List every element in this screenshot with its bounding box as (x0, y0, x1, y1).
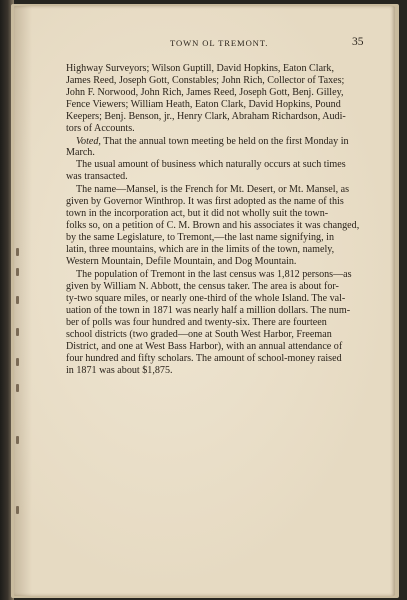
text-line: Western Mountain, Defile Mountain, and Dog Mountain. (66, 256, 297, 267)
text-line: The name—Mansel, is the French for Mt. Desert, or Mt. Mansel, as (76, 184, 350, 195)
text-line: four hundred and fifty scholars. The amount of school-money raised (66, 353, 342, 364)
text-line: given by Governor Winthrop. It was first adopted as the name of this (66, 196, 344, 207)
text-line: ty-two square miles, or nearly one-third of the whole Island. The val- (66, 293, 346, 304)
text-line: James Reed, Joseph Gott, Constables; John Rich, Collector of Taxes; (66, 75, 345, 86)
text-line: District, and one at West Bass Harbor), with an annual attendance of (66, 341, 343, 352)
text-line: The population of Tremont in the last census was 1,812 persons—as (76, 269, 352, 280)
page-edge-mark (16, 436, 19, 444)
page-edge-mark (16, 328, 19, 336)
text-line: town in the incorporation act, but it did not wholly suit the town- (66, 208, 329, 219)
text-line: tors of Accounts. (66, 123, 135, 134)
text-line: school districts (two graded—one at South West Harbor, Freeman (66, 329, 332, 340)
text-line: by the same Legislature, to Tremont,—the last name signifying, in (66, 232, 335, 243)
text-line: given by William N. Abbott, the census taker. The area is about for- (66, 281, 339, 292)
text-line: The usual amount of business which naturally occurs at such times (76, 159, 346, 170)
text-line: Voted, That the annual town meeting be held on the first Monday in (76, 136, 349, 147)
text-line: folks so, on a petition of C. M. Brown and his associates it was changed, (66, 220, 360, 231)
text-line: in 1871 was about $1,875. (66, 365, 173, 376)
page-edge-mark (16, 296, 19, 304)
text-line: John F. Norwood, John Rich, James Reed, Joseph Gott, Benj. Gilley, (66, 87, 344, 98)
running-head (0, 38, 407, 52)
text-line: was transacted. (66, 171, 128, 182)
text-line: Highway Surveyors; Wilson Guptill, David Hopkins, Eaton Clark, (66, 63, 334, 74)
text-line: ber of polls was four hundred and twenty-six. There are fourteen (66, 317, 327, 328)
page-edge-mark (16, 358, 19, 366)
text-line: Keepers; Benj. Benson, jr., Henry Clark, Abraham Richardson, Audi- (66, 111, 346, 122)
text-line: uation of the town in 1871 was nearly half a million dollars. The num- (66, 305, 351, 316)
page-number: 35 (352, 36, 364, 48)
running-title: TOWN OL TREMONT. (170, 38, 269, 48)
page-edge-mark (16, 384, 19, 392)
text-line: latin, three mountains, which are in the limits of the town, namely, (66, 244, 335, 255)
text-line: March. (66, 147, 95, 158)
page-edge-mark (16, 268, 19, 276)
text-line: Fence Viewers; William Heath, Eaton Clark, David Hopkins, Pound (66, 99, 341, 110)
voted-italic: Voted, (76, 136, 101, 147)
page-edge-mark (16, 506, 19, 514)
page-edge-mark (16, 248, 19, 256)
